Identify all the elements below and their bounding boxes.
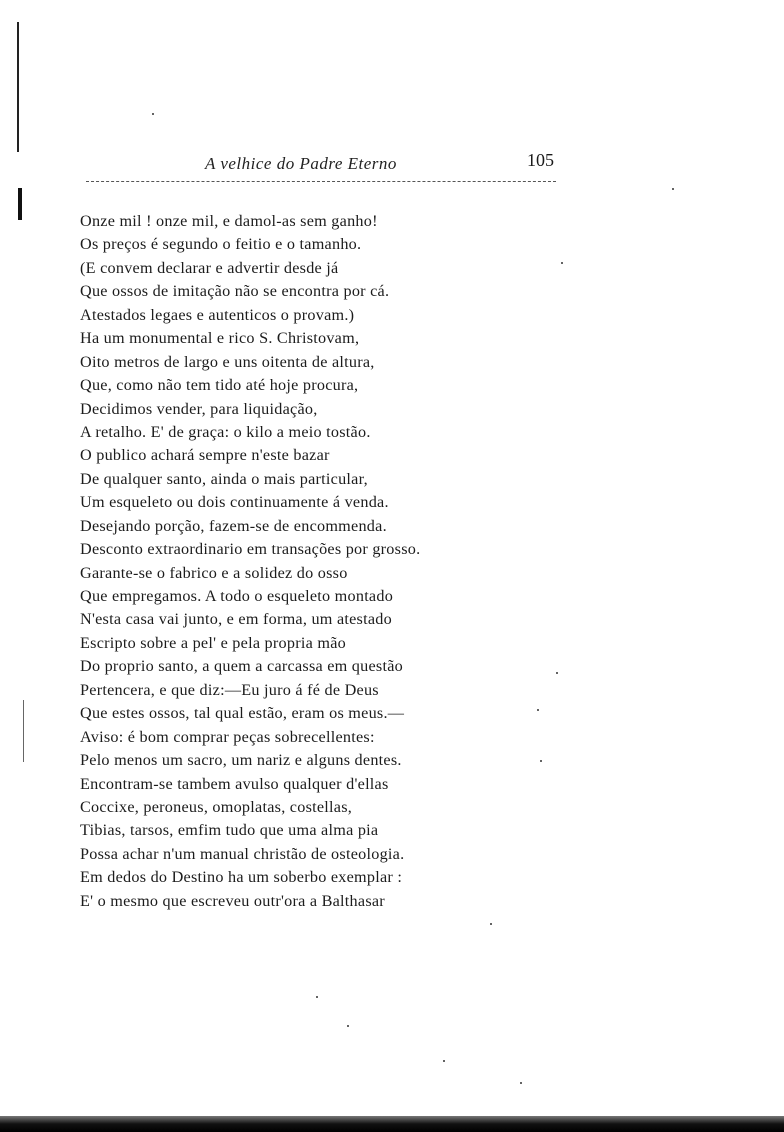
poem-line: Onze mil ! onze mil, e damol-as sem ganho! xyxy=(80,212,378,230)
scan-speck xyxy=(561,262,563,264)
poem-line: Desconto extraordinario em transações por grosso. xyxy=(80,540,421,559)
scan-margin-line-lower xyxy=(23,700,24,762)
poem-line: Do proprio santo, a quem a carcassa em questão xyxy=(80,657,403,676)
page-number: 105 xyxy=(527,150,554,170)
poem-line: De qualquer santo, ainda o mais particular, xyxy=(80,469,368,488)
scan-speck xyxy=(537,709,539,711)
poem-line: Garante-se o fabrico e a solidez do osso xyxy=(80,563,348,582)
scan-speck xyxy=(520,1082,522,1084)
poem-line: Um esqueleto ou dois continuamente á venda. xyxy=(80,493,389,512)
scan-speck xyxy=(490,923,492,925)
scan-speck xyxy=(556,672,558,674)
poem-line: E' o mesmo que escreveu outr'ora a Balthasar xyxy=(80,891,385,910)
scan-speck xyxy=(347,1025,349,1027)
poem-line: Que, como não tem tido até hoje procura, xyxy=(80,376,359,395)
poem-line: Coccixe, peroneus, omoplatas, costellas, xyxy=(80,797,353,816)
poem-line: Encontram-se tambem avulso qualquer d'ellas xyxy=(80,774,389,793)
poem-line: N'esta casa vai junto, e em forma, um atestado xyxy=(80,610,392,629)
poem-line: Oito metros de largo e uns oitenta de altura, xyxy=(80,352,375,371)
poem-line: Que empregamos. A todo o esqueleto montado xyxy=(80,587,394,605)
poem-line: Que estes ossos, tal qual estão, eram os meus.— xyxy=(80,704,405,723)
poem-line: Que ossos de imitação não se encontra por cá. xyxy=(80,282,390,301)
scan-bottom-edge xyxy=(0,1116,784,1132)
scan-speck xyxy=(443,1060,445,1062)
scan-margin-line xyxy=(17,22,19,152)
poem-line: Tibias, tarsos, emfim tudo que uma alma pia xyxy=(80,821,379,840)
poem-line: Pertencera, e que diz:—Eu juro á fé de Deus xyxy=(80,680,379,699)
poem-line: Decidimos vender, para liquidação, xyxy=(80,399,318,418)
poem-text xyxy=(80,210,420,913)
poem-line: (E convem declarar e advertir desde já xyxy=(80,258,339,277)
poem-line: Atestados legaes e autenticos o provam.) xyxy=(80,305,355,324)
scan-speck xyxy=(316,996,318,998)
header-rule xyxy=(86,181,556,182)
poem-line: Em dedos do Destino ha um soberbo exemplar : xyxy=(80,868,403,887)
poem-line: Escripto sobre a pel' e pela propria mão xyxy=(80,633,346,652)
poem-line: Pelo menos um sacro, um nariz e alguns dentes. xyxy=(80,751,402,770)
poem-line: Ha um monumental e rico S. Christovam, xyxy=(80,329,360,348)
scan-speck xyxy=(540,760,542,762)
poem-line: Os preços é segundo o feitio e o tamanho. xyxy=(80,235,362,254)
scan-speck xyxy=(152,113,154,115)
poem-line: O publico achará sempre n'este bazar xyxy=(80,446,330,465)
scan-margin-mark xyxy=(18,188,22,220)
scan-speck xyxy=(672,188,674,190)
poem-line: Desejando porção, fazem-se de encommenda. xyxy=(80,516,387,535)
poem-line: A retalho. E' de graça: o kilo a meio tostão. xyxy=(80,422,371,441)
poem-line: Aviso: é bom comprar peças sobrecellentes: xyxy=(80,727,375,746)
poem-line: Possa achar n'um manual christão de osteologia. xyxy=(80,844,405,863)
running-title: A velhice do Padre Eterno xyxy=(205,154,397,173)
